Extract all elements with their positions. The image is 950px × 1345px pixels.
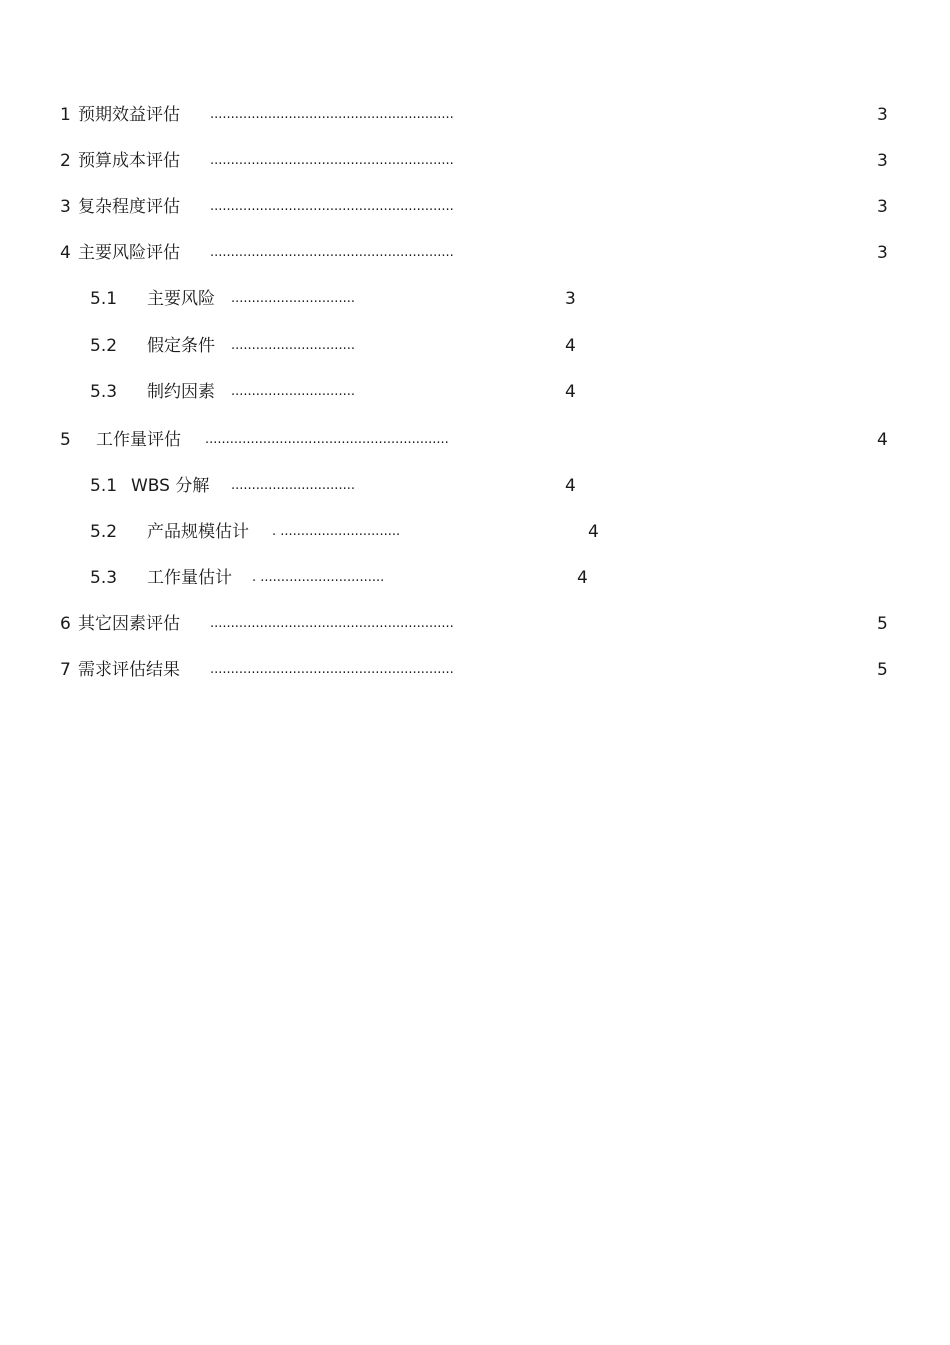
toc-entry-title: 复杂程度评估 [78,197,180,217]
toc-entry-title: 工作量估计 [147,568,232,588]
toc-entry-leader: ........................................................... [210,107,454,122]
toc-entry-page: 4 [565,336,576,356]
toc-subentry[interactable] [0,472,950,500]
toc-entry-leader: . ............................. [272,524,401,539]
toc-entry-title: 产品规模估计 [147,522,249,542]
toc-entry-leader: ........................................................... [205,432,449,447]
toc-entry-number: 5 [60,430,71,450]
toc-entry[interactable] [0,101,950,129]
toc-entry-title: 制约因素 [147,382,215,402]
toc-entry-number: 7 [60,660,71,680]
toc-entry-page: 5 [877,660,888,680]
toc-entry-number: 4 [60,243,71,263]
toc-subentry[interactable] [0,518,950,546]
toc-entry-leader: . .............................. [252,570,385,585]
toc-entry-number: 2 [60,151,71,171]
toc-entry-number: 5.1 [90,289,118,309]
toc-entry[interactable] [0,656,950,684]
toc-entry-title: 需求评估结果 [78,660,180,680]
toc-entry-title: 预算成本评估 [78,151,180,171]
toc-entry-page: 4 [877,430,888,450]
toc-entry[interactable] [0,426,950,454]
toc-entry-leader: ........................................................... [210,245,454,260]
toc-entry-page: 3 [877,243,888,263]
toc-entry-page: 4 [565,476,576,496]
toc-entry-page: 4 [588,522,599,542]
toc-entry-title: 假定条件 [147,336,215,356]
toc-entry-leader: ........................................................... [210,199,454,214]
toc-entry-leader: ........................................................... [210,616,454,631]
toc-subentry[interactable] [0,285,950,313]
toc-entry-page: 4 [565,382,576,402]
toc-entry-number: 5.2 [90,522,118,542]
toc-entry-title: 预期效益评估 [78,105,180,125]
toc-entry-title: 其它因素评估 [78,614,180,634]
toc-subentry[interactable] [0,378,950,406]
toc-entry[interactable] [0,147,950,175]
toc-entry-title: WBS 分解 [131,476,210,496]
toc-entry-page: 5 [877,614,888,634]
toc-entry-leader: .............................. [231,478,355,493]
toc-entry-page: 3 [565,289,576,309]
toc-entry-title: 主要风险 [147,289,215,309]
toc-entry-title: 工作量评估 [96,430,181,450]
toc-entry-number: 5.2 [90,336,118,356]
toc-subentry[interactable] [0,332,950,360]
toc-subentry[interactable] [0,564,950,592]
toc-entry-number: 3 [60,197,71,217]
toc-entry-number: 5.3 [90,568,118,588]
toc-entry-title: 主要风险评估 [78,243,180,263]
toc-entry-number: 5.1 [90,476,118,496]
toc-entry[interactable] [0,239,950,267]
toc-entry-number: 6 [60,614,71,634]
toc-entry-leader: .............................. [231,384,355,399]
toc-entry-leader: .............................. [231,291,355,306]
toc-entry-page: 4 [577,568,588,588]
toc-entry-leader: ........................................................... [210,153,454,168]
toc-entry-page: 3 [877,197,888,217]
toc-entry-number: 1 [60,105,71,125]
toc-entry-page: 3 [877,151,888,171]
toc-entry-page: 3 [877,105,888,125]
toc-entry-number: 5.3 [90,382,118,402]
toc-entry[interactable] [0,193,950,221]
toc-entry-leader: ........................................................... [210,662,454,677]
toc-entry[interactable] [0,610,950,638]
toc-entry-leader: .............................. [231,338,355,353]
